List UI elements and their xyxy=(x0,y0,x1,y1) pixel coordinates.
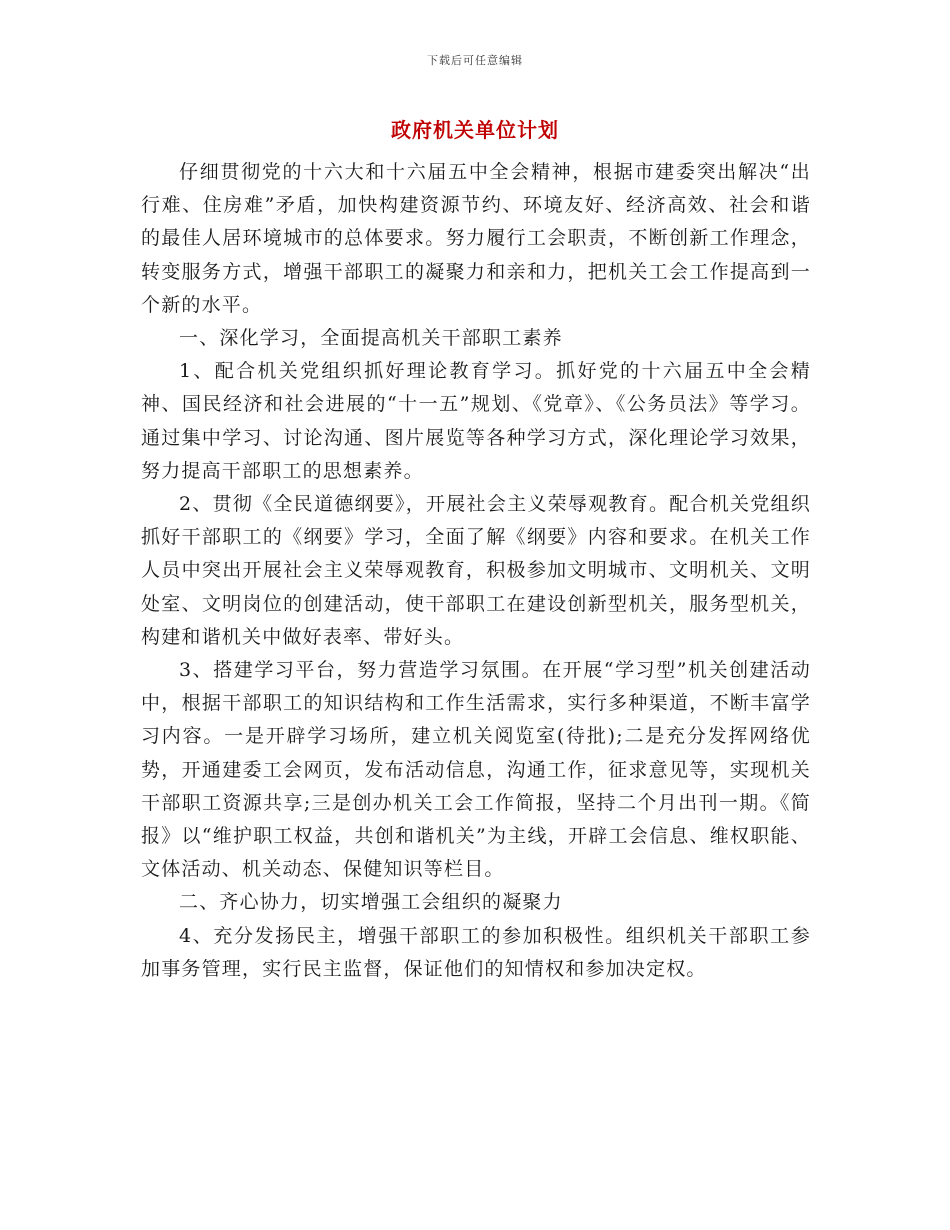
document-body xyxy=(141,156,811,986)
paragraph-item-3: 3、搭建学习平台，努力营造学习氛围。在开展“学习型”机关创建活动中，根据干部职工的知识结构和工作生活需求，实行多种渠道，不断丰富学习内容。一是开辟学习场所，建立机关阅览室(待批);二是充分发挥网络优势，开通建委工会网页，发布活动信息，沟通工作，征求意见等，实现机关干部职工资源共享;三是创办机关工会工作简报，坚持二个月出刊一期。《简报》以“维护职工权益，共创和谐机关”为主线，开辟工会信息、维权职能、文体活动、机关动态、保健知识等栏目。 xyxy=(141,659,811,881)
paragraph-intro: 仔细贯彻党的十六大和十六届五中全会精神，根据市建委突出解决“出行难、住房难”矛盾，加快构建资源节约、环境友好、经济高效、社会和谐的最佳人居环境城市的总体要求。努力履行工会职责，不断创新工作理念，转变服务方式，增强干部职工的凝聚力和亲和力，把机关工会工作提高到一个新的水平。 xyxy=(141,161,811,316)
document-title: 政府机关单位计划 xyxy=(391,118,559,142)
paragraph-item-2: 2、贯彻《全民道德纲要》，开展社会主义荣辱观教育。配合机关党组织抓好干部职工的《纲要》学习，全面了解《纲要》内容和要求。在机关工作人员中突出开展社会主义荣辱观教育，积极参加文明城市、文明机关、文明处室、文明岗位的创建活动，使干部职工在建设创新型机关，服务型机关，构建和谐机关中做好表率、带好头。 xyxy=(141,493,811,648)
header-note: 下载后可任意编辑 xyxy=(427,54,523,67)
section-heading-2: 二、齐心协力，切实增强工会组织的凝聚力 xyxy=(179,891,563,914)
paragraph-item-1: 1、配合机关党组织抓好理论教育学习。抓好党的十六届五中全会精神、国民经济和社会进展的“十一五”规划、《党章》、《公务员法》等学习。通过集中学习、讨论沟通、图片展览等各种学习方式，深化理论学习效果，努力提高干部职工的思想素养。 xyxy=(141,360,811,482)
paragraph-item-4: 4、充分发扬民主，增强干部职工的参加积极性。组织机关干部职工参加事务管理，实行民主监督，保证他们的知情权和参加决定权。 xyxy=(141,924,811,980)
section-heading-1: 一、深化学习，全面提高机关干部职工素养 xyxy=(179,327,563,350)
